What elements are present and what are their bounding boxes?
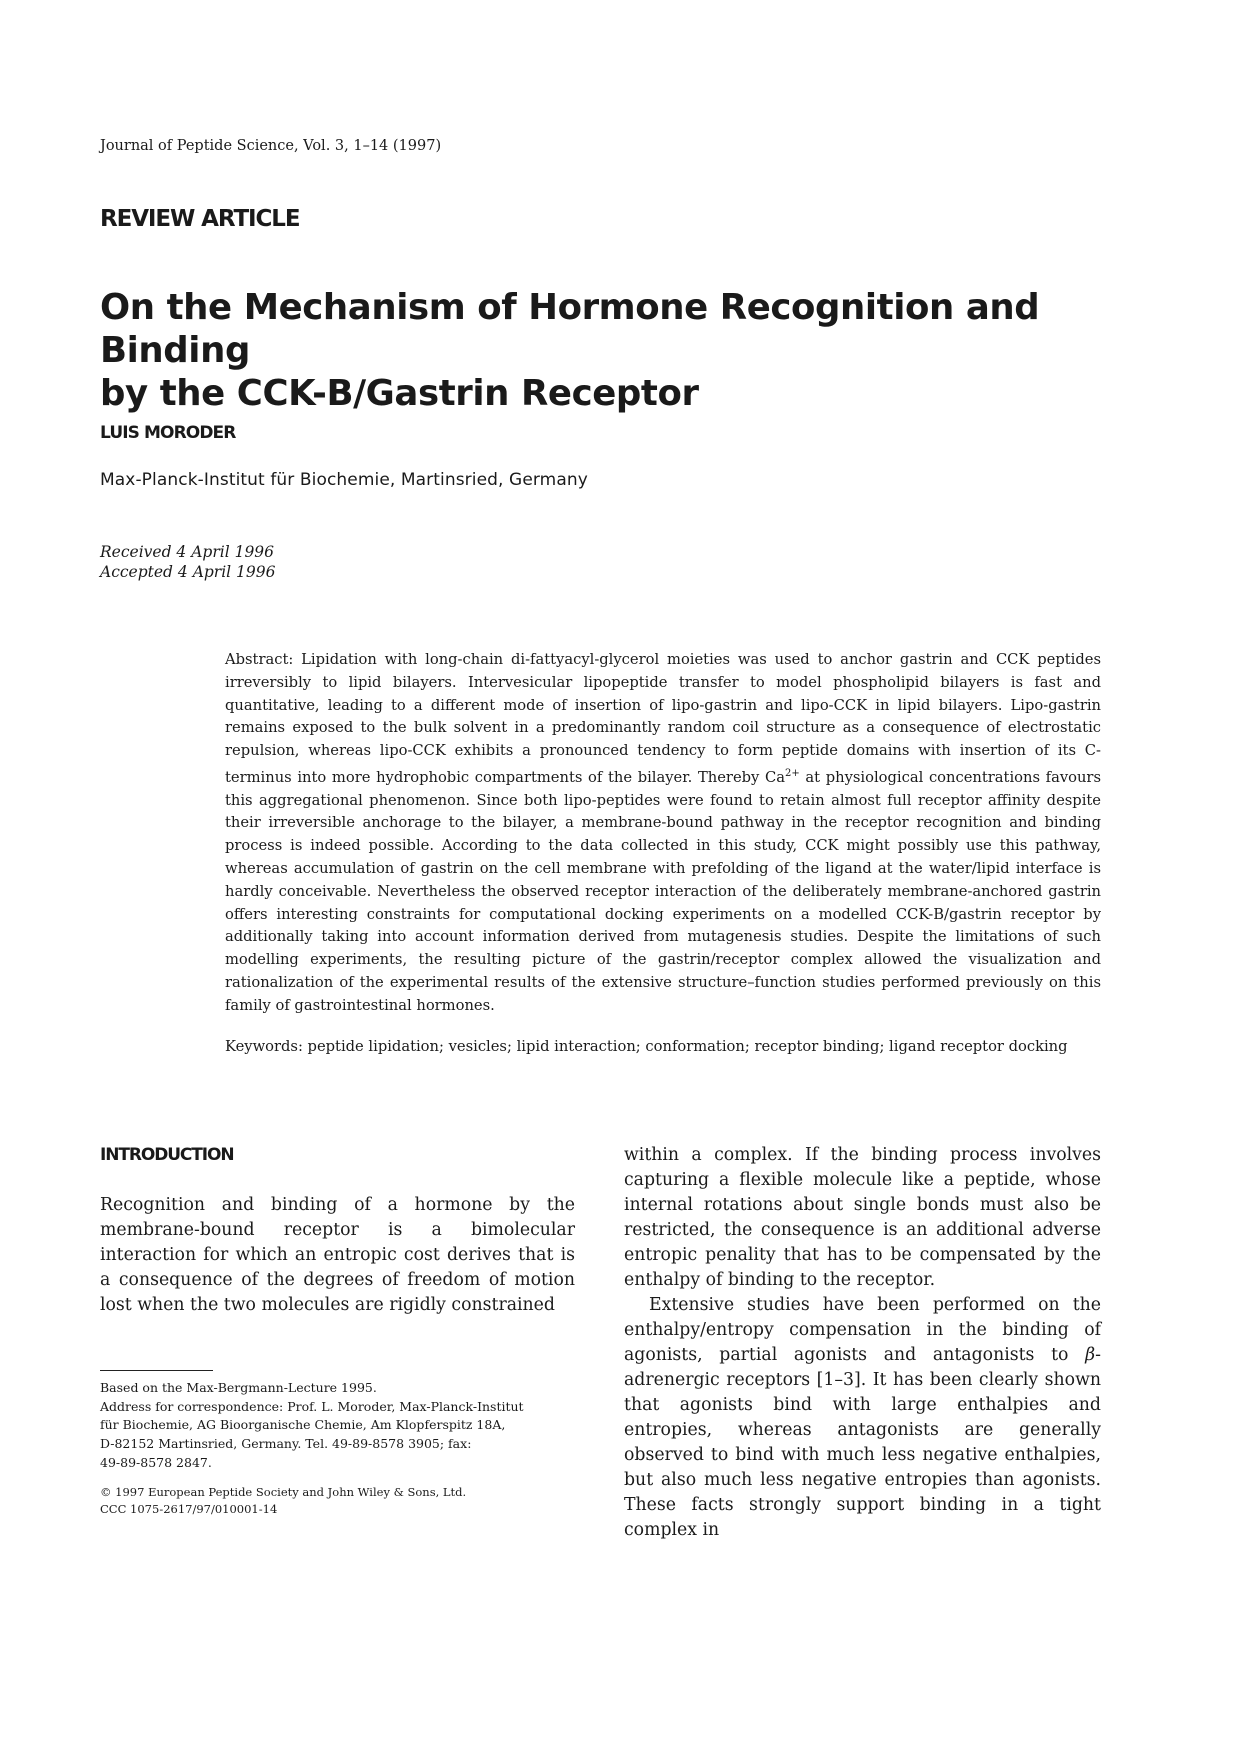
title-line-1: On the Mechanism of Hormone Recognition and Binding (100, 287, 1040, 371)
intro-paragraph-2-text-a: Extensive studies have been performed on the enthalpy/entropy compensation in the binding of agonists, partial agonists and antagonists to (624, 1295, 1101, 1365)
footnote-lecture: Based on the Max-Bergmann-Lecture 1995. (100, 1380, 377, 1395)
received-date: Received 4 April 1996 (100, 543, 275, 561)
footnote-address-line-4: 49-89-8578 2847. (100, 1454, 212, 1470)
footnote-address-line-1: Address for correspondence: Prof. L. Moroder, Max-Planck-Institut (100, 1398, 524, 1414)
journal-citation: Journal of Peptide Science, Vol. 3, 1–14 (1997) (100, 138, 442, 154)
ccc-code: CCC 1075-2617/97/010001-14 (100, 1502, 278, 1516)
section-heading-introduction: INTRODUCTION (100, 1145, 234, 1165)
author-affiliation: Max-Planck-Institut für Biochemie, Martinsried, Germany (100, 470, 588, 490)
article-dates (100, 542, 276, 582)
intro-paragraph-2 (624, 1293, 1101, 1543)
author-name: LUIS MORODER (100, 423, 236, 443)
abstract-text-a: Abstract: Lipidation with long-chain di-fattyacyl-glycerol moieties was used to anchor gastrin and CCK peptides irreversibly to lipid bilayers. Intervesicular lipopeptide transfer to model phospholipid bilayers is fast and quantitative, leading to a different mode of insertion of lipo-gastrin and lipo-CCK in lipid bilayers. Lipo-gastrin remains exposed to the bulk solvent in a predominantly random coil structure as a consequence of electrostatic repulsion, whereas lipo-CCK exhibits a pronounced tendency to form peptide domains with insertion of its C-terminus into more hydrophobic compartments of the bilayer. Thereby Ca (225, 651, 1101, 786)
intro-paragraph-2-text-b: -adrenergic receptors [1–3]. It has been clearly shown that agonists bind with large enthalpies and entropies, whereas antagonists are generally observed to bind with much less negative enthalpies, but also much less negative entropies than agonists. These facts strongly support binding in a tight complex in (624, 1345, 1101, 1540)
abstract-text-b: at physiological concentrations favours this aggregational phenomenon. Since both lipo-peptides were found to retain almost full receptor affinity despite their irreversible anchorage to the bilayer, a membrane-bound pathway in the receptor recognition and binding process is indeed possible. According to the data collected in this study, CCK might possibly use this pathway, whereas accumulation of gastrin on the cell membrane with prefolding of the ligand at the water/lipid interface is hardly conceivable. Nevertheless the observed receptor interaction of the deliberately membrane-anchored gastrin offers interesting constraints for computational docking experiments on a modelled CCK-B/gastrin receptor by additionally taking into account information derived from mutagenesis studies. Despite the limitations of such modelling experiments, the resulting picture of the gastrin/receptor complex allowed the visualization and rationalization of the experimental results of the extensive structure–function studies performed previously on this family of gastrointestinal hormones. (225, 768, 1101, 1014)
footnotes (100, 1379, 580, 1473)
beta-symbol: β (1085, 1345, 1096, 1365)
footnote-divider (100, 1370, 213, 1371)
copyright-line: © 1997 European Peptide Society and John Wiley & Sons, Ltd. (100, 1485, 467, 1499)
intro-left-column-text: Recognition and binding of a hormone by the membrane-bound receptor is a bimolecular interaction for which an entropic cost derives that is a consequence of the degrees of freedom of motion lost when the two molecules are rigidly constrained (100, 1195, 575, 1315)
intro-paragraph-1: within a complex. If the binding process involves capturing a flexible molecule like a peptide, whose internal rotations about single bonds must also be restricted, the consequence is an additional adverse entropic penality that has to be compensated by the enthalpy of binding to the receptor. (624, 1145, 1101, 1290)
abstract (225, 649, 1101, 1018)
footnote-address-line-3: D-82152 Martinsried, Germany. Tel. 49-89-8578 3905; fax: (100, 1436, 472, 1452)
article-type-label: REVIEW ARTICLE (100, 206, 300, 232)
accepted-date: Accepted 4 April 1996 (100, 563, 276, 581)
title-line-2: by the CCK-B/Gastrin Receptor (100, 373, 699, 414)
article-title (100, 286, 1100, 415)
copyright-notice (100, 1484, 580, 1518)
calcium-superscript: 2+ (785, 767, 800, 779)
intro-right-column (624, 1143, 1101, 1543)
footnote-address-line-2: für Biochemie, AG Bioorganische Chemie, Am Klopferspitz 18A, (100, 1417, 506, 1433)
keywords: Keywords: peptide lipidation; vesicles; lipid interaction; conformation; receptor binding; ligand receptor docking (225, 1038, 1068, 1055)
